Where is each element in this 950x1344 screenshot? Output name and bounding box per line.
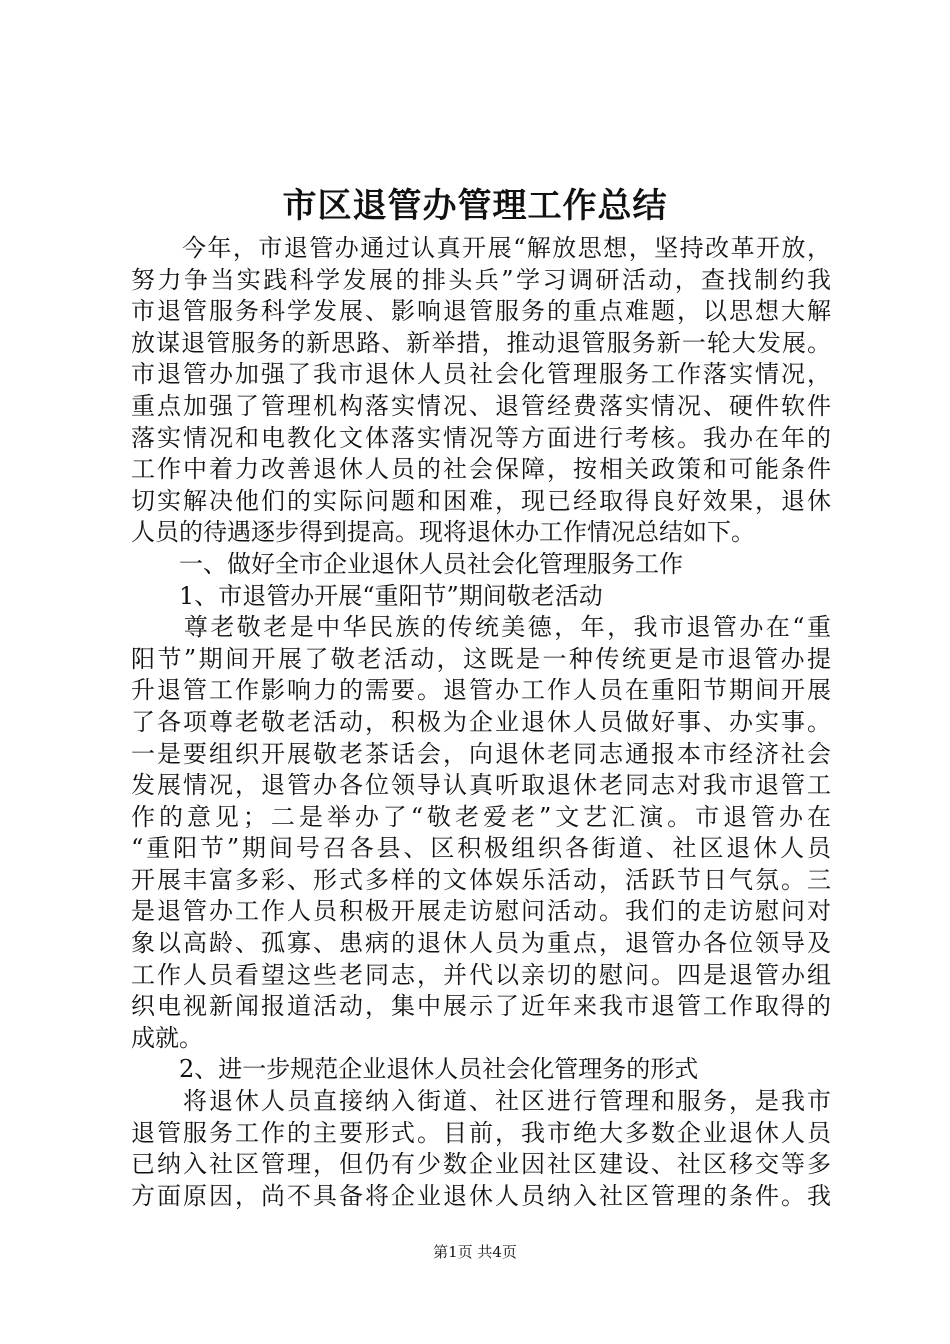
text-line: 尊老敬老是中华民族的传统美德，年，我市退管办在“重 bbox=[131, 613, 831, 642]
subsection-heading: 1、市退管办开展“重阳节”期间敬老活动 bbox=[131, 581, 603, 610]
text-line: 了各项尊老敬老活动，积极为企业退休人员做好事、办实事。 bbox=[131, 707, 831, 736]
text-line: 重点加强了管理机构落实情况、退管经费落实情况、硬件软件 bbox=[131, 391, 831, 420]
text-line: 工作中着力改善退休人员的社会保障，按相关政策和可能条件 bbox=[131, 455, 831, 484]
text-line: 退管服务工作的主要形式。目前，我市绝大多数企业退休人员 bbox=[131, 1118, 831, 1147]
text-line: 将退休人员直接纳入街道、社区进行管理和服务，是我市 bbox=[131, 1087, 831, 1116]
text-line: 努力争当实践科学发展的排头兵”学习调研活动，查找制约我 bbox=[131, 265, 831, 294]
text-line: 方面原因，尚不具备将企业退休人员纳入社区管理的条件。我 bbox=[131, 1181, 831, 1210]
text-line: 市退管办加强了我市退休人员社会化管理服务工作落实情况， bbox=[131, 360, 831, 389]
text-line: 是退管办工作人员积极开展走访慰问活动。我们的走访慰问对 bbox=[131, 897, 831, 926]
text-line: 织电视新闻报道活动，集中展示了近年来我市退管工作取得的 bbox=[131, 992, 831, 1021]
text-line: 升退管工作影响力的需要。退管办工作人员在重阳节期间开展 bbox=[131, 676, 831, 705]
text-line: “重阳节”期间号召各县、区积极组织各街道、社区退休人员 bbox=[131, 834, 831, 863]
text-line: 工作人员看望这些老同志，并代以亲切的慰问。四是退管办组 bbox=[131, 960, 831, 989]
document-title: 市区退管办管理工作总结 bbox=[282, 186, 668, 226]
subsection-heading: 2、进一步规范企业退休人员社会化管理务的形式 bbox=[131, 1055, 699, 1084]
text-line: 作的意见；二是举办了“敬老爱老”文艺汇演。市退管办在 bbox=[131, 802, 831, 831]
text-line: 切实解决他们的实际问题和困难，现已经取得良好效果，退休 bbox=[131, 486, 831, 515]
section-heading: 一、做好全市企业退休人员社会化管理服务工作 bbox=[131, 549, 683, 578]
text-line: 阳节”期间开展了敬老活动，这既是一种传统更是市退管办提 bbox=[131, 644, 831, 673]
text-line: 市退管服务科学发展、影响退管服务的重点难题，以思想大解 bbox=[131, 297, 831, 326]
text-line: 一是要组织开展敬老茶话会，向退休老同志通报本市经济社会 bbox=[131, 739, 831, 768]
text-line: 已纳入社区管理，但仍有少数企业因社区建设、社区移交等多 bbox=[131, 1150, 831, 1179]
text-line: 成就。 bbox=[131, 1023, 203, 1052]
text-line: 开展丰富多彩、形式多样的文体娱乐活动，活跃节日气氛。三 bbox=[131, 865, 831, 894]
text-line: 发展情况，退管办各位领导认真听取退休老同志对我市退管工 bbox=[131, 771, 831, 800]
text-line: 落实情况和电教化文体落实情况等方面进行考核。我办在年的 bbox=[131, 423, 831, 452]
text-line: 今年，市退管办通过认真开展“解放思想，坚持改革开放， bbox=[131, 234, 831, 262]
document-body bbox=[131, 233, 831, 1212]
text-line: 放谋退管服务的新思路、新举措，推动退管服务新一轮大发展。 bbox=[131, 328, 831, 357]
page-number-footer: 第1页 共4页 bbox=[433, 1243, 517, 1261]
text-line: 象以高龄、孤寡、患病的退休人员为重点，退管办各位领导及 bbox=[131, 929, 831, 958]
text-line: 人员的待遇逐步得到提高。现将退休办工作情况总结如下。 bbox=[131, 518, 755, 547]
